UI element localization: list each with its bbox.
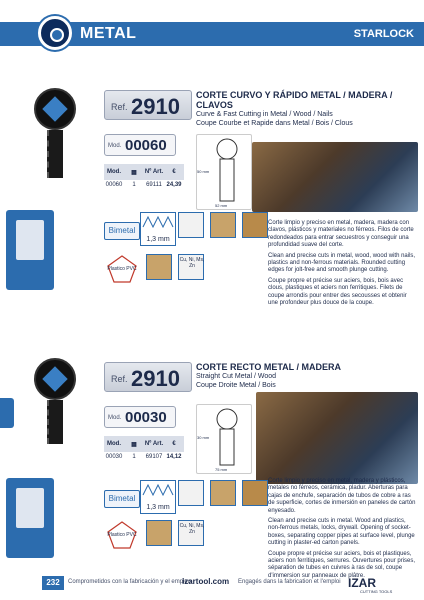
cell-qty: 1 bbox=[132, 454, 136, 460]
product-title-fr: Coupe Courbe et Rapide dans Metal / Bois / Clous bbox=[196, 120, 353, 127]
non-ferrous-icon bbox=[178, 254, 204, 280]
description bbox=[268, 478, 418, 583]
dimension-drawing bbox=[196, 404, 252, 474]
ref-box bbox=[104, 362, 192, 392]
cell-qty: 1 bbox=[132, 182, 136, 188]
gear-logo-icon bbox=[38, 16, 72, 50]
product-photo bbox=[256, 392, 418, 484]
desc-en: Clean and precise cuts in metal, wood, wood with nails, plastics and non-ferrous materials. Rounded cutting edges for jolt-free and smooth plunge cutting. bbox=[268, 252, 416, 274]
package-image bbox=[6, 478, 54, 558]
tooth-pitch-icon bbox=[140, 480, 176, 514]
mod-label: Mod. bbox=[108, 143, 122, 149]
spec-table bbox=[104, 164, 184, 190]
tooth-pitch-icon bbox=[140, 212, 176, 246]
mod-label: Mod. bbox=[108, 415, 122, 421]
blade-image bbox=[34, 358, 76, 444]
cell-art: 69107 bbox=[145, 454, 163, 460]
product-title: CORTE RECTO METAL / MADERA bbox=[196, 362, 342, 372]
mod-box bbox=[104, 134, 176, 156]
dim-a-label: 50 mm bbox=[197, 169, 210, 174]
desc-fr: Coupe propre et précise sur aciers, bois, bois avec clous, plastiques et aciers non ferritiques. Filets de coupe arrondis pour entrer des secousses et obtenir une profondeur plus douce de la coupe. bbox=[268, 277, 407, 307]
mod-box bbox=[104, 406, 176, 428]
plastic-pvc-label: Plastico PVC bbox=[107, 266, 137, 272]
col-art: Nº Art. bbox=[144, 441, 164, 447]
mod-number: 00060 bbox=[125, 137, 167, 154]
product-title-block bbox=[196, 362, 341, 390]
page-title: METAL bbox=[80, 25, 137, 42]
mod-number: 00030 bbox=[125, 409, 167, 426]
blade-body bbox=[47, 400, 63, 444]
spec-table bbox=[104, 436, 184, 462]
blade-head-icon bbox=[34, 358, 76, 400]
izar-logo-sub: CUTTING TOOLS bbox=[360, 589, 393, 594]
metal-beam-icon bbox=[178, 212, 204, 238]
product-title-block bbox=[196, 90, 424, 128]
spec-table-header bbox=[104, 164, 184, 180]
package-image bbox=[6, 210, 54, 290]
bimetal-badge: Bimetal bbox=[104, 490, 140, 508]
brand-label: STARLOCK bbox=[353, 28, 414, 40]
footer-site: izartool.com bbox=[182, 577, 230, 586]
product-title-en: Straight Cut Metal / Wood bbox=[196, 373, 277, 380]
blade-outline-icon bbox=[197, 405, 253, 475]
cell-mod: 00030 bbox=[105, 454, 123, 460]
dim-b-label: 52 mm bbox=[215, 203, 228, 208]
page-number: 232 bbox=[42, 576, 64, 590]
product-section-1 bbox=[0, 82, 424, 307]
tooth-pitch-label: 1,3 mm bbox=[146, 504, 170, 511]
non-ferrous-label: Cu, Ni, Ms, Zn bbox=[179, 523, 205, 535]
desc-es: Corte limpio y preciso en metal, madera y plásticos, metales no férreos, cerámica, pladur. Aberturas para cajas de enchufe, separación de tubos de cobre a ras de superficie, cortes de inmersión en paneles de cartón enyesado. bbox=[268, 478, 416, 514]
product-title-fr: Coupe Droite Metal / Bois bbox=[196, 382, 276, 389]
ref-box bbox=[104, 90, 192, 120]
izar-logo: IZAR bbox=[348, 576, 376, 590]
teeth-icon bbox=[141, 481, 177, 497]
wood-icon bbox=[210, 480, 236, 506]
product-photo bbox=[252, 142, 418, 212]
metal-beam-icon bbox=[178, 480, 204, 506]
wood-icon bbox=[210, 212, 236, 238]
col-price: € bbox=[172, 441, 176, 447]
footer bbox=[0, 576, 424, 596]
col-price: € bbox=[172, 169, 176, 175]
package-icon: ▦ bbox=[131, 169, 137, 176]
footer-text-right: Engagés dans la fabrication et l'emploi bbox=[238, 579, 341, 585]
bimetal-badge: Bimetal bbox=[104, 222, 140, 240]
blade-image bbox=[34, 88, 76, 178]
description bbox=[268, 220, 418, 310]
dim-b-label: 75 mm bbox=[215, 467, 228, 472]
table-row bbox=[104, 180, 184, 190]
cell-art: 69111 bbox=[146, 182, 162, 188]
cell-mod: 00060 bbox=[105, 182, 123, 188]
ref-label: Ref. bbox=[111, 102, 128, 112]
col-mod: Mod. bbox=[107, 169, 121, 175]
dimension-drawing bbox=[196, 134, 252, 210]
plastic-pvc-label: Plastico PVC bbox=[107, 532, 137, 538]
cell-price: 24,39 bbox=[166, 182, 182, 188]
product-title: CORTE CURVO Y RÁPIDO METAL / MADERA / CLAVOS bbox=[196, 90, 393, 110]
ref-number: 2910 bbox=[131, 366, 180, 391]
copper-pipe-icon bbox=[242, 480, 268, 506]
col-mod: Mod. bbox=[107, 441, 121, 447]
package-icon: ▦ bbox=[131, 441, 137, 448]
table-row bbox=[104, 452, 184, 462]
wood-nails-icon bbox=[146, 254, 172, 280]
copper-pipe-icon bbox=[242, 212, 268, 238]
dim-a-label: 30 mm bbox=[197, 435, 210, 440]
product-title-en: Curve & Fast Cutting in Metal / Wood / Nails bbox=[196, 111, 333, 118]
tooth-pitch-label: 1,3 mm bbox=[146, 236, 170, 243]
side-tab-gear-icon bbox=[0, 398, 14, 428]
blade-body bbox=[47, 130, 63, 178]
desc-fr: Coupe propre et précise sur aciers, bois et plastiques, aciers non ferritiques, serrures. Ouvertures pour prises, séparation de tubes en cuivres à ras de sol, coupe d'immersion sur panneaux de plâtre. bbox=[268, 550, 416, 579]
desc-es: Corte limpio y preciso en metal, madera, madera con clavos, plásticos y materiales no férreos. Filos de corte redondeados para entrar secuestros y conseguir una profundidad suave del corte. bbox=[268, 220, 414, 249]
cell-price: 14,12 bbox=[166, 454, 182, 460]
teeth-icon bbox=[141, 213, 177, 229]
ref-label: Ref. bbox=[111, 374, 128, 384]
non-ferrous-icon bbox=[178, 520, 204, 546]
ref-number: 2910 bbox=[131, 94, 180, 119]
spec-table-header bbox=[104, 436, 184, 452]
blade-head-icon bbox=[34, 88, 76, 130]
footer-text-left: Comprometidos con la fabricación y el empleo bbox=[68, 579, 192, 585]
col-art: Nº Art. bbox=[144, 169, 164, 175]
desc-en: Clean and precise cuts in metal. Wood and plastics, non-ferrous metals, locks, drywall. Opening of socket-boxes, separating copper pipes at surface level, plunge cutting in plaster-ed carton panels. bbox=[268, 518, 415, 547]
wood-board-icon bbox=[146, 520, 172, 546]
product-section-2 bbox=[0, 360, 424, 579]
non-ferrous-label: Cu, Ni, Ms, Zn bbox=[179, 257, 205, 269]
